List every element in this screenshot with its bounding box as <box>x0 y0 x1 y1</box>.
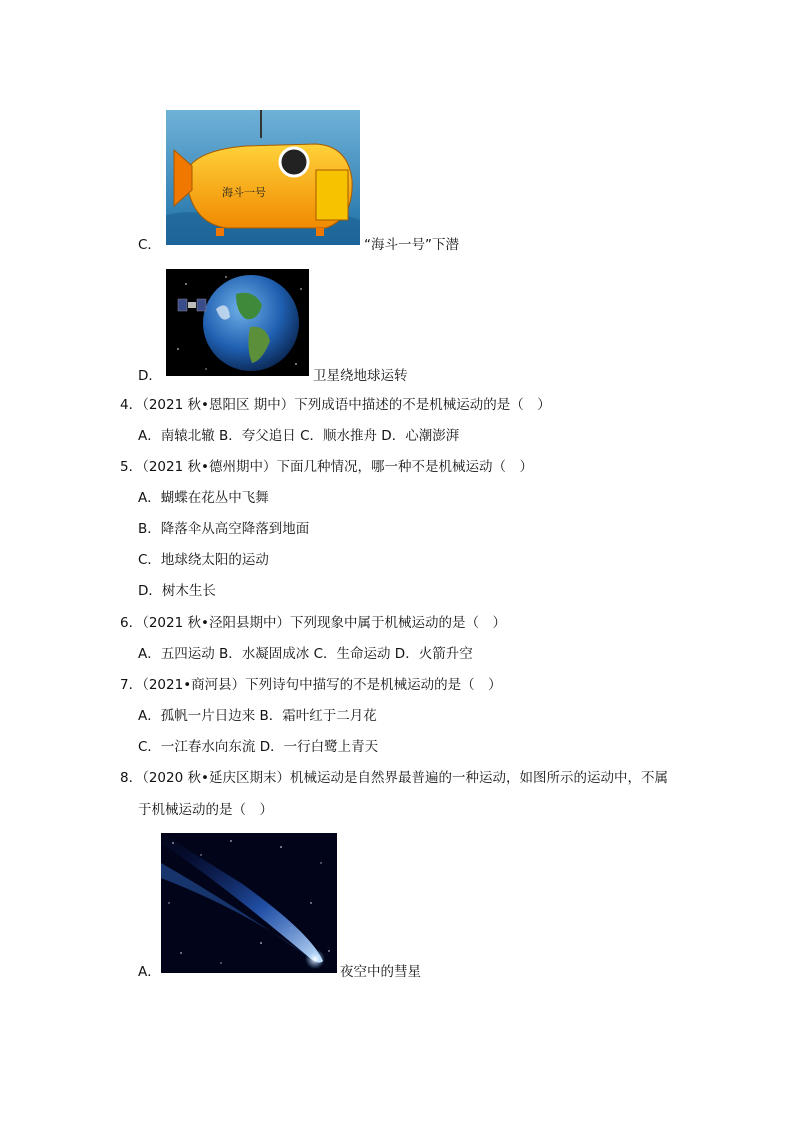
q8-stem-line1: 8．（2020 秋•延庆区期末）机械运动是自然界最普遍的一种运动，如图所示的运动中，不属 <box>120 770 668 786</box>
q6-options: A．五四运动 B．水凝固成冰 C．生命运动 D．火箭升空 <box>138 646 473 662</box>
comet-image <box>161 833 337 973</box>
q3-option-d-caption: 卫星绕地球运转 <box>313 368 408 384</box>
earth-satellite-image <box>166 269 309 376</box>
q5-option-c: C．地球绕太阳的运动 <box>138 552 269 568</box>
q8-option-a-caption: 夜空中的彗星 <box>340 964 421 980</box>
q8-option-a-label: A． <box>138 964 161 980</box>
q7-options-line1: A．孤帆一片日边来 B．霜叶红于二月花 <box>138 708 377 724</box>
q7-options-line2: C．一江春水向东流 D．一行白鹭上青天 <box>138 739 379 755</box>
q8-stem-line2: 于机械运动的是（ ） <box>138 802 273 818</box>
q3-option-c-caption: “海斗一号”下潜 <box>364 237 459 253</box>
q5-stem: 5．（2021 秋•德州期中）下面几种情况，哪一种不是机械运动（ ） <box>120 459 533 475</box>
q5-option-a: A．蝴蝶在花丛中飞舞 <box>138 490 269 506</box>
submarine-hull-text: 海斗一号 <box>222 186 266 199</box>
q3-option-d-label: D． <box>138 368 162 384</box>
q3-option-c-label: C． <box>138 237 161 253</box>
q4-options: A．南辕北辙 B．夸父追日 C．顺水推舟 D．心潮澎湃 <box>138 428 460 444</box>
q7-stem: 7．（2021•商河县）下列诗句中描写的不是机械运动的是（ ） <box>120 677 502 693</box>
q5-option-b: B．降落伞从高空降落到地面 <box>138 521 310 537</box>
submarine-image <box>166 110 360 245</box>
q5-option-d: D．树木生长 <box>138 583 216 599</box>
q4-stem: 4．（2021 秋•恩阳区 期中）下列成语中描述的不是机械运动的是（ ） <box>120 397 551 413</box>
q6-stem: 6．（2021 秋•泾阳县期中）下列现象中属于机械运动的是（ ） <box>120 615 506 631</box>
